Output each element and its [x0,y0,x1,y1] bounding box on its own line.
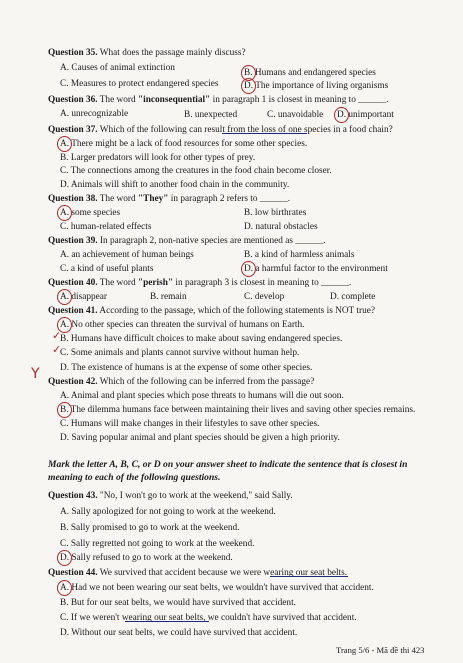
question-41 [48,305,375,317]
check-mark-icon: ✓ [52,329,62,342]
option-38c: C. human-related effects [60,222,152,232]
option-37b: B. Larger predators will look for other types of prey. [60,153,256,163]
question-stem: "No, I won't go to work at the weekend," said Sally. [99,491,293,501]
option-44a: A. Had we not been wearing our seat belts, we wouldn't have survived that accident. [60,583,374,593]
question-label: Question 44. [48,568,98,578]
option-44d: D. Without our seat belts, we could have survived that accident. [60,628,298,638]
option-37d: D. Animals will shift to another food chain in the community. [60,180,290,190]
instruction-line-2: meaning to each of the following questions. [48,472,221,483]
question-label: Question 43. [48,491,98,501]
option-43b: B. Sally promised to go to work at the weekend. [60,523,240,533]
option-43d: D. Sally refused to go to work at the weekend. [60,553,233,563]
option-42b: B. The dilemma humans face between maintaining their lives and saving other species remains. [60,405,416,415]
option-39b: B. a kind of harmless animals [244,250,355,260]
question-label: Question 35. [48,48,98,58]
option-39c: C. a kind of useful plants [60,264,154,274]
question-label: Question 38. [48,194,98,204]
question-stem: According to the passage, which of the following statements is NOT true? [99,306,375,316]
option-38d: D. natural obstacles [244,222,318,232]
option-38b: B. low birthrates [244,208,307,218]
option-41d: D. The existence of humans is at the expense of some other species. [60,363,313,373]
question-stem: In paragraph 2, non-native species are mentioned as ______. [99,236,326,246]
question-43 [48,490,293,502]
option-42c: C. Humans will make changes in their lifestyles to save other species. [60,419,320,429]
question-stem: We survived that accident because we were wearing our seat belts. [99,568,348,578]
option-41c: C. Some animals and plants cannot survive without human help. [60,348,300,358]
key-word: "perish" [137,278,174,288]
option-37c: C. The connections among the creatures in the food chain become closer. [60,166,332,176]
option-40c: C. develop [244,292,285,302]
question-38: Question 38. The word "They" in paragraph 2 refers to ______. [48,194,291,204]
option-43a: A. Sally apologized for not going to work at the weekend. [60,507,276,517]
option-36a: A. unrecognizable [60,109,129,119]
question-label: Question 39. [48,236,98,246]
option-36b: B. unexpected [184,110,238,120]
option-41a: A. No other species can threaten the survival of humans on Earth. [60,320,305,330]
question-42 [48,376,314,388]
option-39d: D. a harmful factor to the environment [244,264,388,274]
question-stem: What does the passage mainly discuss? [99,48,246,58]
option-36c: C. unavoidable [267,110,324,120]
y-mark-icon: Y [31,366,40,382]
question-label: Question 36. [48,95,98,105]
question-stem: Which of the following can result from the loss of one species in a food chain? [99,125,393,135]
question-stem: Which of the following can be inferred from the passage? [99,377,315,387]
question-label: Question 37. [48,125,98,135]
option-35b: B. Humans and endangered species [244,68,376,78]
option-39a: A. an achievement of human beings [60,250,194,260]
option-35c: C. Measures to protect endangered species [60,79,219,89]
option-40a: A. disappear [60,292,107,302]
question-35 [48,47,246,59]
option-42a: A. Animal and plant species which pose threats to humans will die out soon. [60,391,344,401]
key-word: "inconsequential" [137,95,211,105]
option-40b: B. remain [150,292,187,302]
option-44c: C. If we weren't wearing our seat belts, we couldn't have survived that accident. [60,613,357,623]
option-35d: D. The importance of living organisms [244,81,389,91]
question-39 [48,235,326,247]
option-40d: D. complete [330,292,376,302]
key-word: "They" [137,194,169,204]
check-mark-icon: ✓ [52,343,62,356]
option-42d: D. Saving popular animal and plant species should be given a high priority. [60,433,340,443]
option-35a: A. Causes of animal extinction [60,63,175,73]
question-label: Question 40. [48,278,98,288]
option-38a: A. some species [60,208,121,218]
option-36d: D. unimportant [337,110,394,120]
question-36: Question 36. The word "inconsequential" in paragraph 1 is closest in meaning to ______. [48,95,389,105]
option-37a: A. There might be a lack of food resources for some other species. [60,139,308,149]
option-41b: B. Humans have difficult choices to make about saving endangered species. [60,334,343,344]
question-40: Question 40. The word "perish" in paragraph 3 is closest in meaning to ______. [48,278,352,288]
page-footer: Trang 5/6 - Mã đề thi 423 [336,645,425,655]
question-44 [48,567,347,579]
option-43c: C. Sally regretted not going to work at the weekend. [60,539,255,549]
instruction-line-1: Mark the letter A, B, C, or D on your answer sheet to indicate the sentence that is closest in [48,459,408,470]
question-label: Question 42. [48,377,98,387]
option-44b: B. But for our seat belts, we would have survived that accident. [60,598,296,608]
question-label: Question 41. [48,306,98,316]
question-37 [48,124,393,136]
